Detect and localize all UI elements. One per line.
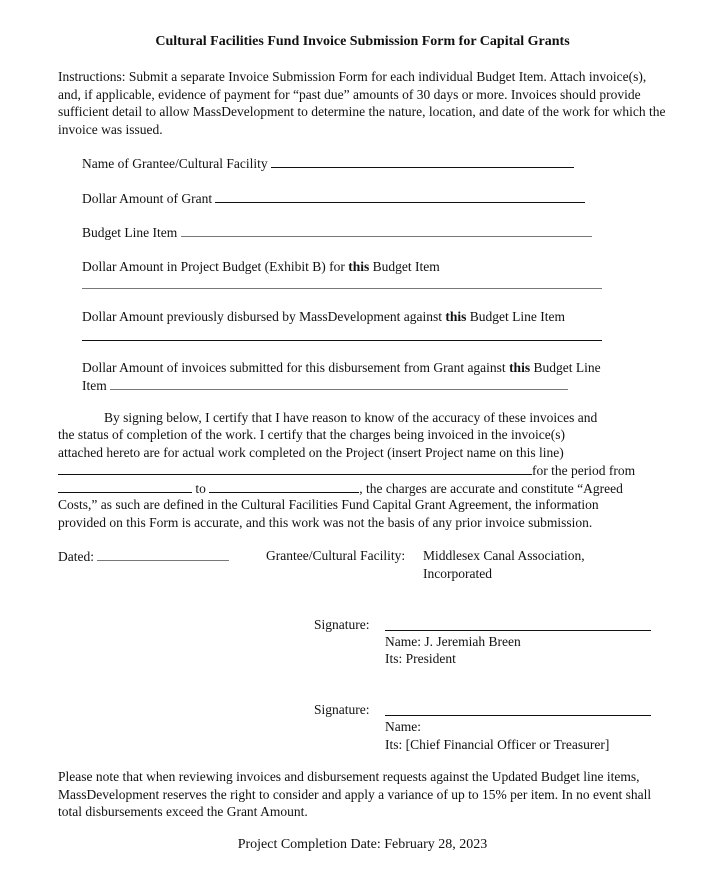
certify-line-7: provided on this Form is accurate, and this work was not the basis of any prior invoice submission. (58, 515, 593, 530)
disbursed-label-a: Dollar Amount previously disbursed by MassDevelopment against (82, 309, 446, 324)
dated-input-line[interactable] (97, 547, 229, 561)
signature-2-name: Name: (385, 719, 421, 734)
disbursed-bold: this (445, 309, 467, 324)
project-name-input-line[interactable] (58, 461, 532, 475)
disbursed-label-b: Budget Line Item (466, 309, 565, 324)
project-budget-field (82, 258, 440, 275)
grantee-name-line1: Middlesex Canal Association, (423, 548, 585, 563)
invoices-field-line2 (82, 376, 568, 394)
project-budget-label-b: Budget Item (369, 259, 440, 274)
agreed-costs-text: , the charges are accurate and constitute “Agreed (359, 481, 623, 496)
signature-2-title: Its: [Chief Financial Officer or Treasurer] (385, 737, 610, 752)
grantee-facility-label: Grantee/Cultural Facility: (266, 548, 406, 563)
certify-line-3: attached hereto are for actual work completed on the Project (insert Project name on this line) (58, 445, 564, 460)
period-from-label: for the period from (532, 463, 636, 478)
dated-label: Dated: (58, 549, 94, 564)
certify-line-2: the status of completion of the work. I certify that the charges being invoiced in the invoice(s) (58, 427, 565, 442)
grant-amount-field (82, 189, 585, 207)
certify-line-5 (58, 479, 623, 497)
signature-1-name: Name: J. Jeremiah Breen (385, 634, 521, 649)
signature-2-line[interactable] (385, 715, 651, 716)
grantee-name-line2: Incorporated (423, 566, 492, 581)
signature-1-title: Its: President (385, 651, 456, 666)
variance-note: Please note that when reviewing invoices and disbursement requests against the Updated Budget line items, MassDevelopment reserves the right to consider and apply a variance of up to 15% per item. In no event shall total disbursements exceed the Grant Amount. (58, 769, 652, 819)
grantee-field (82, 154, 574, 172)
project-budget-bold: this (348, 259, 370, 274)
invoices-input-line[interactable] (110, 376, 568, 390)
grantee-input-line[interactable] (271, 154, 574, 168)
dated-field (58, 547, 229, 565)
to-label: to (195, 481, 206, 496)
invoices-label-c: Item (82, 378, 107, 393)
grantee-label: Name of Grantee/Cultural Facility (82, 156, 268, 171)
budget-line-field (82, 223, 592, 241)
signature-1-label: Signature: (314, 617, 370, 632)
period-start-input-line[interactable] (58, 479, 192, 493)
grant-amount-input-line[interactable] (215, 189, 585, 203)
signature-2-label: Signature: (314, 702, 370, 717)
project-completion-date: Project Completion Date: February 28, 2023 (237, 837, 488, 852)
certify-line-4 (58, 461, 635, 479)
certify-line-1: By signing below, I certify that I have reason to know of the accuracy of these invoices and (104, 410, 598, 425)
form-title: Cultural Facilities Fund Invoice Submission Form for Capital Grants (155, 34, 570, 49)
signature-1-line[interactable] (385, 630, 651, 631)
disbursed-input-line[interactable] (82, 340, 602, 341)
invoices-bold: this (509, 360, 531, 375)
certify-line-6: Costs,” as such are defined in the Cultural Facilities Fund Capital Grant Agreement, the information (58, 497, 599, 512)
grant-amount-label: Dollar Amount of Grant (82, 191, 213, 206)
period-end-input-line[interactable] (209, 479, 359, 493)
invoices-label-a: Dollar Amount of invoices submitted for this disbursement from Grant against (82, 360, 510, 375)
instructions-text: Instructions: Submit a separate Invoice Submission Form for each individual Budget Item. Attach invoice(s), and, if applicable, evidence of payment for “past due” amounts of 30 days or more. Invoices should provide sufficient detail to allow MassDevelopment to determine the nature, location, and date of the work for which the invoice was issued. (58, 69, 666, 137)
disbursed-field (82, 308, 565, 325)
project-budget-label-a: Dollar Amount in Project Budget (Exhibit B) for (82, 259, 349, 274)
invoices-field (82, 359, 601, 376)
invoices-label-b: Budget Line (530, 360, 601, 375)
budget-line-label: Budget Line Item (82, 225, 178, 240)
project-budget-input-line[interactable] (82, 288, 602, 289)
budget-line-input-line[interactable] (181, 223, 592, 237)
